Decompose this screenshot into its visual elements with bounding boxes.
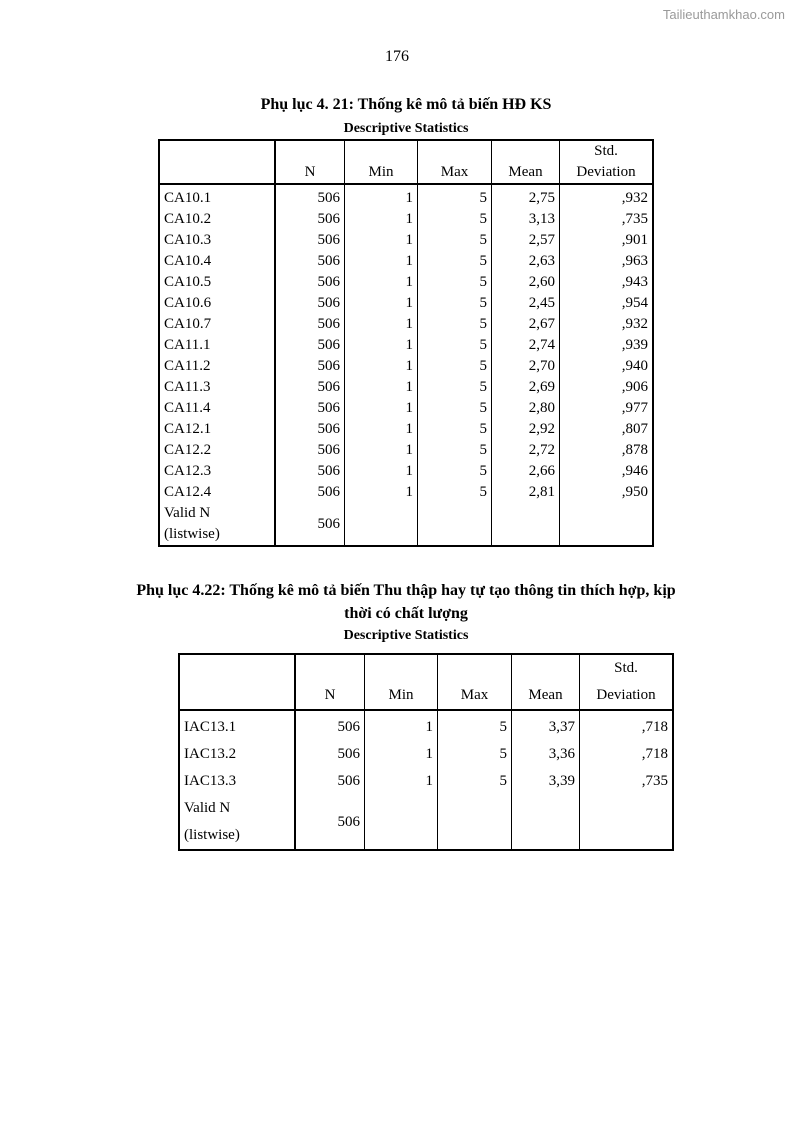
cell-value: 5	[418, 251, 492, 272]
cell-value: ,901	[560, 230, 654, 251]
cell-value: 2,74	[492, 335, 560, 356]
cell-value: 2,60	[492, 272, 560, 293]
cell-value: 1	[345, 209, 418, 230]
row-label: CA11.4	[159, 398, 275, 419]
header-blank	[159, 140, 275, 184]
header-max: Max	[438, 654, 512, 710]
table-header-row	[179, 654, 673, 710]
table-row	[159, 230, 653, 251]
cell-value: 2,70	[492, 356, 560, 377]
cell-value: 5	[418, 398, 492, 419]
cell-value: 3,39	[512, 768, 580, 795]
row-label: IAC13.2	[179, 741, 295, 768]
cell-value: 2,81	[492, 482, 560, 503]
table-row	[179, 768, 673, 795]
row-label: CA11.1	[159, 335, 275, 356]
header-min: Min	[365, 654, 438, 710]
cell-value: 506	[275, 461, 345, 482]
cell-value: ,807	[560, 419, 654, 440]
cell-value: 2,69	[492, 377, 560, 398]
cell-value: 1	[345, 314, 418, 335]
descriptive-statistics-table-2	[178, 653, 674, 851]
table-row	[179, 741, 673, 768]
cell-value: ,977	[560, 398, 654, 419]
cell-value: 3,36	[512, 741, 580, 768]
cell-value: 506	[275, 398, 345, 419]
row-label: CA10.5	[159, 272, 275, 293]
header-n: N	[275, 140, 345, 184]
header-std: Std.	[594, 143, 618, 159]
cell-value: 506	[275, 482, 345, 503]
table-row	[179, 710, 673, 741]
section1-heading: Phụ lục 4. 21: Thống kê mô tả biến HĐ KS	[260, 96, 552, 113]
cell-value: ,939	[560, 335, 654, 356]
row-label: CA12.2	[159, 440, 275, 461]
table-row	[159, 209, 653, 230]
valid-n-value: 506	[275, 503, 345, 546]
cell-value: ,735	[580, 768, 674, 795]
cell-value: 1	[345, 461, 418, 482]
row-label	[179, 795, 295, 850]
header-deviation: Deviation	[596, 687, 656, 703]
cell-value: 1	[345, 230, 418, 251]
header-n: N	[295, 654, 365, 710]
row-label	[159, 503, 275, 546]
table-row	[159, 440, 653, 461]
cell-value: 2,92	[492, 419, 560, 440]
cell-value: 5	[418, 209, 492, 230]
table-row	[159, 356, 653, 377]
cell-value: 2,66	[492, 461, 560, 482]
table-row	[159, 314, 653, 335]
header-std-deviation	[560, 140, 654, 184]
section2-heading-line1: Phụ lục 4.22: Thống kê mô tả biến Thu thập hay tự tạo thông tin thích hợp, kịp	[136, 582, 676, 599]
cell-value: 1	[345, 440, 418, 461]
cell-value: 1	[345, 251, 418, 272]
cell-value: 5	[438, 768, 512, 795]
cell-value: 5	[418, 461, 492, 482]
cell-value: 2,67	[492, 314, 560, 335]
cell-value: 5	[418, 419, 492, 440]
cell-value: 506	[275, 314, 345, 335]
cell-value: 5	[418, 377, 492, 398]
valid-n-label: Valid N	[184, 800, 231, 816]
row-label: IAC13.3	[179, 768, 295, 795]
cell-value: 2,72	[492, 440, 560, 461]
cell-value: 1	[345, 482, 418, 503]
table-body	[179, 710, 673, 850]
cell-value: 2,80	[492, 398, 560, 419]
empty-cell	[580, 795, 674, 850]
cell-value: 5	[438, 741, 512, 768]
cell-value: ,906	[560, 377, 654, 398]
cell-value: ,932	[560, 184, 654, 209]
section2-heading-line2: thời có chất lượng	[344, 605, 468, 622]
cell-value: ,718	[580, 710, 674, 741]
cell-value: 5	[418, 314, 492, 335]
row-label: CA11.3	[159, 377, 275, 398]
row-label: CA10.1	[159, 184, 275, 209]
cell-value: 506	[275, 251, 345, 272]
section2-caption: Descriptive Statistics	[343, 628, 469, 643]
cell-value: 2,45	[492, 293, 560, 314]
listwise-label: (listwise)	[184, 827, 240, 843]
page-number: 176	[385, 48, 409, 65]
cell-value: 5	[418, 184, 492, 209]
empty-cell	[492, 503, 560, 546]
cell-value: ,943	[560, 272, 654, 293]
cell-value: 5	[418, 440, 492, 461]
table-body	[159, 184, 653, 546]
cell-value: 506	[295, 710, 365, 741]
section1-caption: Descriptive Statistics	[343, 121, 469, 136]
cell-value: ,718	[580, 741, 674, 768]
cell-value: 506	[275, 419, 345, 440]
empty-cell	[560, 503, 654, 546]
cell-value: 5	[418, 482, 492, 503]
cell-value: 2,63	[492, 251, 560, 272]
cell-value: 506	[275, 293, 345, 314]
cell-value: 1	[365, 710, 438, 741]
table-row	[159, 251, 653, 272]
cell-value: 2,57	[492, 230, 560, 251]
cell-value: 5	[418, 356, 492, 377]
valid-n-row	[179, 795, 673, 850]
empty-cell	[418, 503, 492, 546]
cell-value: 506	[295, 768, 365, 795]
cell-value: 506	[275, 184, 345, 209]
empty-cell	[438, 795, 512, 850]
header-deviation: Deviation	[576, 164, 636, 180]
cell-value: ,735	[560, 209, 654, 230]
cell-value: 5	[418, 230, 492, 251]
header-blank	[179, 654, 295, 710]
cell-value: ,950	[560, 482, 654, 503]
cell-value: ,878	[560, 440, 654, 461]
cell-value: 506	[275, 377, 345, 398]
cell-value: 506	[275, 440, 345, 461]
listwise-label: (listwise)	[164, 526, 220, 542]
cell-value: 1	[345, 335, 418, 356]
table-row	[159, 293, 653, 314]
cell-value: 506	[275, 335, 345, 356]
cell-value: 3,37	[512, 710, 580, 741]
row-label: CA10.3	[159, 230, 275, 251]
table-row	[159, 184, 653, 209]
table-row	[159, 335, 653, 356]
cell-value: ,932	[560, 314, 654, 335]
cell-value: 1	[345, 356, 418, 377]
table-row	[159, 377, 653, 398]
cell-value: 1	[345, 419, 418, 440]
header-std: Std.	[614, 660, 638, 676]
cell-value: 5	[438, 710, 512, 741]
header-mean: Mean	[492, 140, 560, 184]
cell-value: 1	[345, 377, 418, 398]
cell-value: 5	[418, 335, 492, 356]
table-row	[159, 461, 653, 482]
cell-value: 1	[345, 293, 418, 314]
empty-cell	[512, 795, 580, 850]
empty-cell	[365, 795, 438, 850]
row-label: CA12.4	[159, 482, 275, 503]
cell-value: 1	[345, 272, 418, 293]
table-row	[159, 419, 653, 440]
cell-value: 2,75	[492, 184, 560, 209]
header-std-deviation	[580, 654, 674, 710]
table-row	[159, 398, 653, 419]
cell-value: 506	[275, 356, 345, 377]
row-label: CA11.2	[159, 356, 275, 377]
table-header-row	[159, 140, 653, 184]
row-label: IAC13.1	[179, 710, 295, 741]
row-label: CA10.7	[159, 314, 275, 335]
row-label: CA10.4	[159, 251, 275, 272]
cell-value: 5	[418, 293, 492, 314]
watermark: Tailieuthamkhao.com	[662, 7, 785, 22]
row-label: CA10.6	[159, 293, 275, 314]
cell-value: 506	[295, 741, 365, 768]
descriptive-statistics-table-1	[158, 139, 654, 547]
row-label: CA12.3	[159, 461, 275, 482]
header-max: Max	[418, 140, 492, 184]
header-mean: Mean	[512, 654, 580, 710]
cell-value: 1	[365, 768, 438, 795]
cell-value: 1	[345, 184, 418, 209]
cell-value: 3,13	[492, 209, 560, 230]
cell-value: ,946	[560, 461, 654, 482]
cell-value: ,940	[560, 356, 654, 377]
cell-value: ,963	[560, 251, 654, 272]
cell-value: 5	[418, 272, 492, 293]
valid-n-row	[159, 503, 653, 546]
empty-cell	[345, 503, 418, 546]
row-label: CA12.1	[159, 419, 275, 440]
header-min: Min	[345, 140, 418, 184]
valid-n-label: Valid N	[164, 505, 211, 521]
row-label: CA10.2	[159, 209, 275, 230]
cell-value: 506	[275, 209, 345, 230]
cell-value: 1	[365, 741, 438, 768]
cell-value: 506	[275, 230, 345, 251]
cell-value: 506	[275, 272, 345, 293]
cell-value: 1	[345, 398, 418, 419]
cell-value: ,954	[560, 293, 654, 314]
valid-n-value: 506	[295, 795, 365, 850]
table-row	[159, 482, 653, 503]
table-row	[159, 272, 653, 293]
